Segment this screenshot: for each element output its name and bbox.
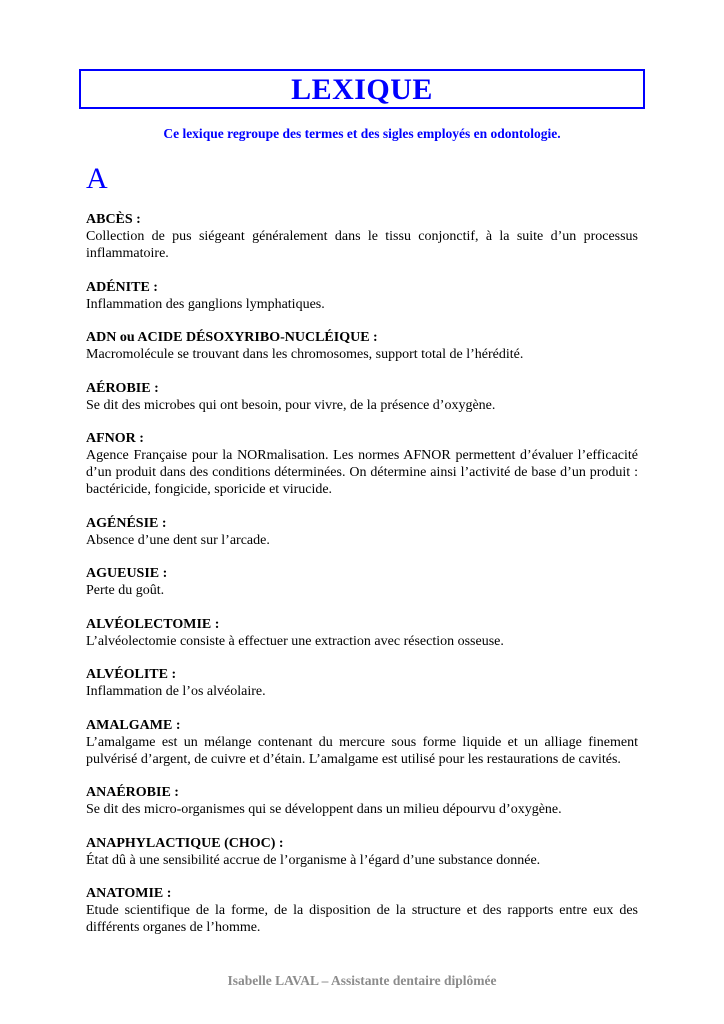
- entry-definition: Inflammation des ganglions lymphatiques.: [86, 296, 325, 312]
- glossary-entry: [86, 717, 638, 768]
- page-footer: Isabelle LAVAL – Assistante dentaire diplômée: [227, 973, 497, 988]
- entry-term: ANATOMIE :: [86, 886, 172, 901]
- glossary-entries: [86, 211, 638, 953]
- entry-definition: Se dit des micro-organismes qui se développent dans un milieu dépourvu d’oxygène.: [86, 802, 562, 817]
- entry-definition: Se dit des microbes qui ont besoin, pour vivre, de la présence d’oxygène.: [86, 397, 496, 413]
- entry-definition: Collection de pus siégeant généralement dans le tissu conjonctif, à la suite d’un processus inflammatoire.: [86, 229, 638, 261]
- glossary-entry: [86, 430, 638, 498]
- entry-term: AMALGAME :: [86, 717, 181, 733]
- page-subtitle: Ce lexique regroupe des termes et des sigles employés en odontologie.: [163, 126, 561, 141]
- page-title: LEXIQUE: [291, 73, 433, 106]
- entry-definition: Absence d’une dent sur l’arcade.: [86, 532, 270, 548]
- glossary-entry: [86, 885, 638, 936]
- entry-definition: État dû à une sensibilité accrue de l’organisme à l’égard d’une substance donnée.: [86, 852, 541, 868]
- glossary-entry: [86, 380, 638, 414]
- glossary-entry: [86, 329, 638, 363]
- entry-term: ABCÈS :: [86, 212, 141, 227]
- glossary-entry: [86, 784, 638, 818]
- glossary-entry: [86, 835, 638, 869]
- entry-definition: L’alvéolectomie consiste à effectuer une extraction avec résection osseuse.: [86, 633, 504, 649]
- entry-definition: L’amalgame est un mélange contenant du mercure sous forme liquide et un alliage finement pulvérisé d’argent, de cuivre et d’étain. L’amalgame est utilisé pour les restaurations de cavités.: [86, 734, 638, 767]
- section-letter: A: [86, 162, 108, 195]
- glossary-entry: [86, 279, 638, 313]
- entry-definition: Inflammation de l’os alvéolaire.: [86, 684, 266, 699]
- glossary-entry: [86, 211, 638, 262]
- glossary-entry: [86, 515, 638, 549]
- entry-definition: Macromolécule se trouvant dans les chromosomes, support total de l’hérédité.: [86, 347, 524, 362]
- glossary-entry: [86, 565, 638, 599]
- entry-definition: Perte du goût.: [86, 583, 165, 598]
- entry-term: ANAPHYLACTIQUE (CHOC) :: [86, 835, 284, 851]
- entry-definition: Etude scientifique de la forme, de la disposition de la structure et des rapports entre eux des différents organes de l’homme.: [86, 903, 638, 935]
- glossary-entry: [86, 666, 638, 700]
- title-box: [79, 69, 645, 109]
- entry-term: ALVÉOLECTOMIE :: [86, 616, 220, 632]
- glossary-entry: [86, 616, 638, 650]
- entry-term: ADÉNITE :: [86, 279, 158, 295]
- entry-term: ANAÉROBIE :: [86, 785, 179, 800]
- entry-term: ALVÉOLITE :: [86, 667, 177, 682]
- entry-term: ADN ou ACIDE DÉSOXYRIBO-NUCLÉIQUE :: [86, 330, 378, 345]
- entry-term: AGÉNÉSIE :: [86, 515, 167, 531]
- entry-definition: Agence Française pour la NORmalisation. Les normes AFNOR permettent d’évaluer l’efficacité d’un produit dans des conditions déterminées. On détermine ainsi l’activité de base d’un produit : bactéricide, fongicide, sporicide et virucide.: [86, 448, 638, 497]
- entry-term: AFNOR :: [86, 431, 144, 446]
- entry-term: AGUEUSIE :: [86, 566, 168, 581]
- entry-term: AÉROBIE :: [86, 380, 159, 396]
